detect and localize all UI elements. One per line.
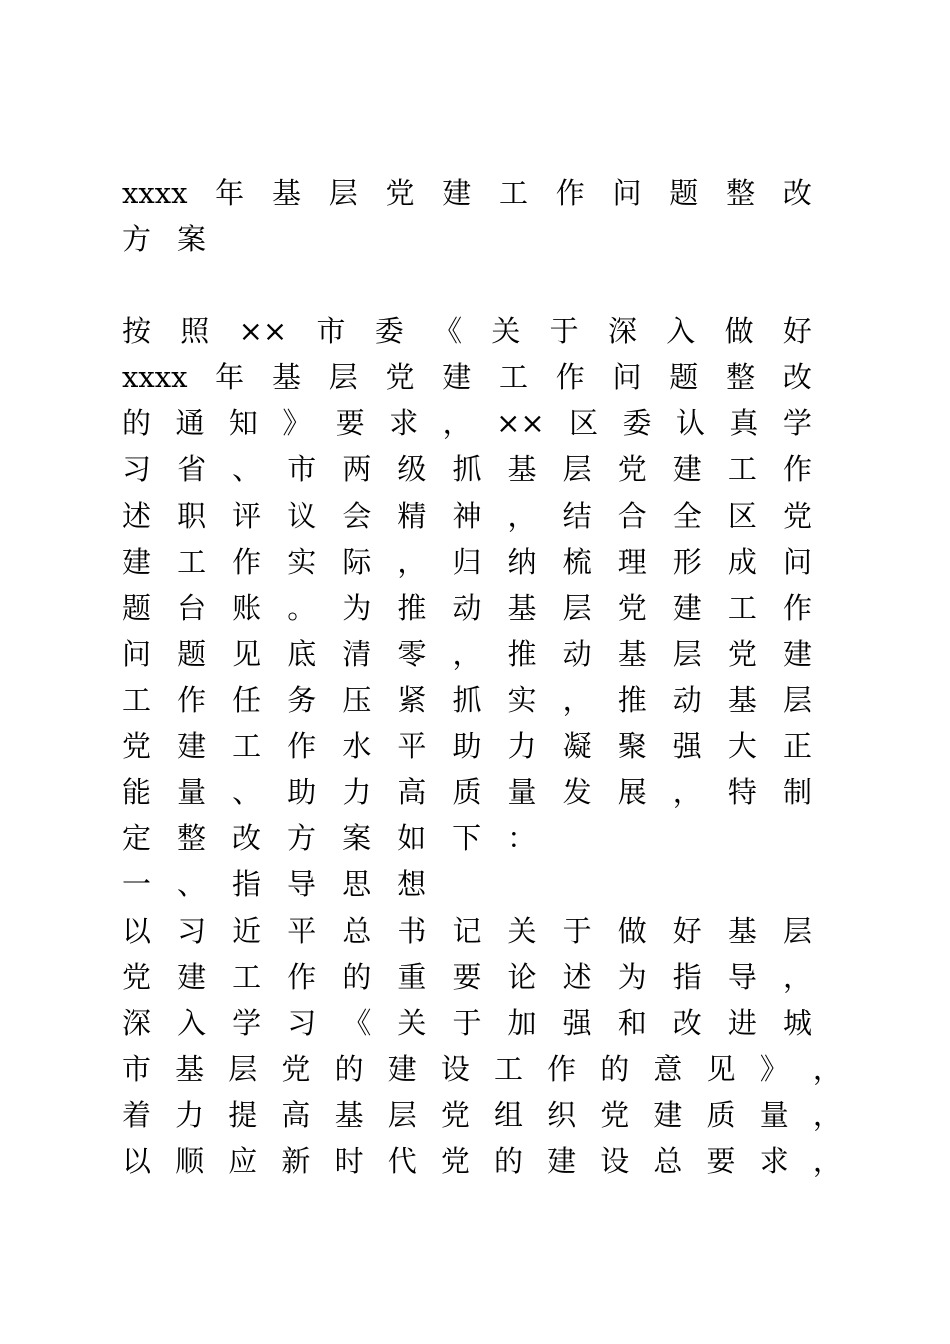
section-heading: 一 、 指 导 思 想: [122, 867, 427, 901]
body-line: 市 基 层 党 的 建 设 工 作 的 意 见 》 ，: [122, 1052, 842, 1086]
body-line: 按 照 ×× 市 委 《 关 于 深 入 做 好: [122, 314, 812, 348]
title-line-1: xxxx 年 基 层 党 建 工 作 问 题 整 改: [122, 176, 812, 210]
body-line: 深 入 学 习 《 关 于 加 强 和 改 进 城: [122, 1006, 812, 1040]
body-line: 能 量 、 助 力 高 质 量 发 展 ， 特 制: [122, 775, 812, 809]
title-line-2: 方 案: [122, 222, 207, 256]
body-line: 的 通 知 》 要 求 ， ×× 区 委 认 真 学: [122, 406, 812, 440]
body-line: 以 顺 应 新 时 代 党 的 建 设 总 要 求 ，: [122, 1144, 842, 1178]
body-line: 题 台 账 。 为 推 动 基 层 党 建 工 作: [122, 591, 812, 625]
body-line: 定 整 改 方 案 如 下 ：: [122, 821, 537, 855]
body-line: 着 力 提 高 基 层 党 组 织 党 建 质 量 ，: [122, 1098, 842, 1132]
body-line: 党 建 工 作 的 重 要 论 述 为 指 导 ，: [122, 960, 812, 994]
body-line: 建 工 作 实 际 ， 归 纳 梳 理 形 成 问: [122, 545, 812, 579]
body-line: 工 作 任 务 压 紧 抓 实 ， 推 动 基 层: [122, 683, 812, 717]
body-line: 问 题 见 底 清 零 ， 推 动 基 层 党 建: [122, 637, 812, 671]
body-line: 述 职 评 议 会 精 神 ， 结 合 全 区 党: [122, 499, 812, 533]
body-line: 习 省 、 市 两 级 抓 基 层 党 建 工 作: [122, 452, 812, 486]
body-line: 以 习 近 平 总 书 记 关 于 做 好 基 层: [122, 914, 812, 948]
body-line: xxxx 年 基 层 党 建 工 作 问 题 整 改: [122, 360, 812, 394]
body-line: 党 建 工 作 水 平 助 力 凝 聚 强 大 正: [122, 729, 812, 763]
